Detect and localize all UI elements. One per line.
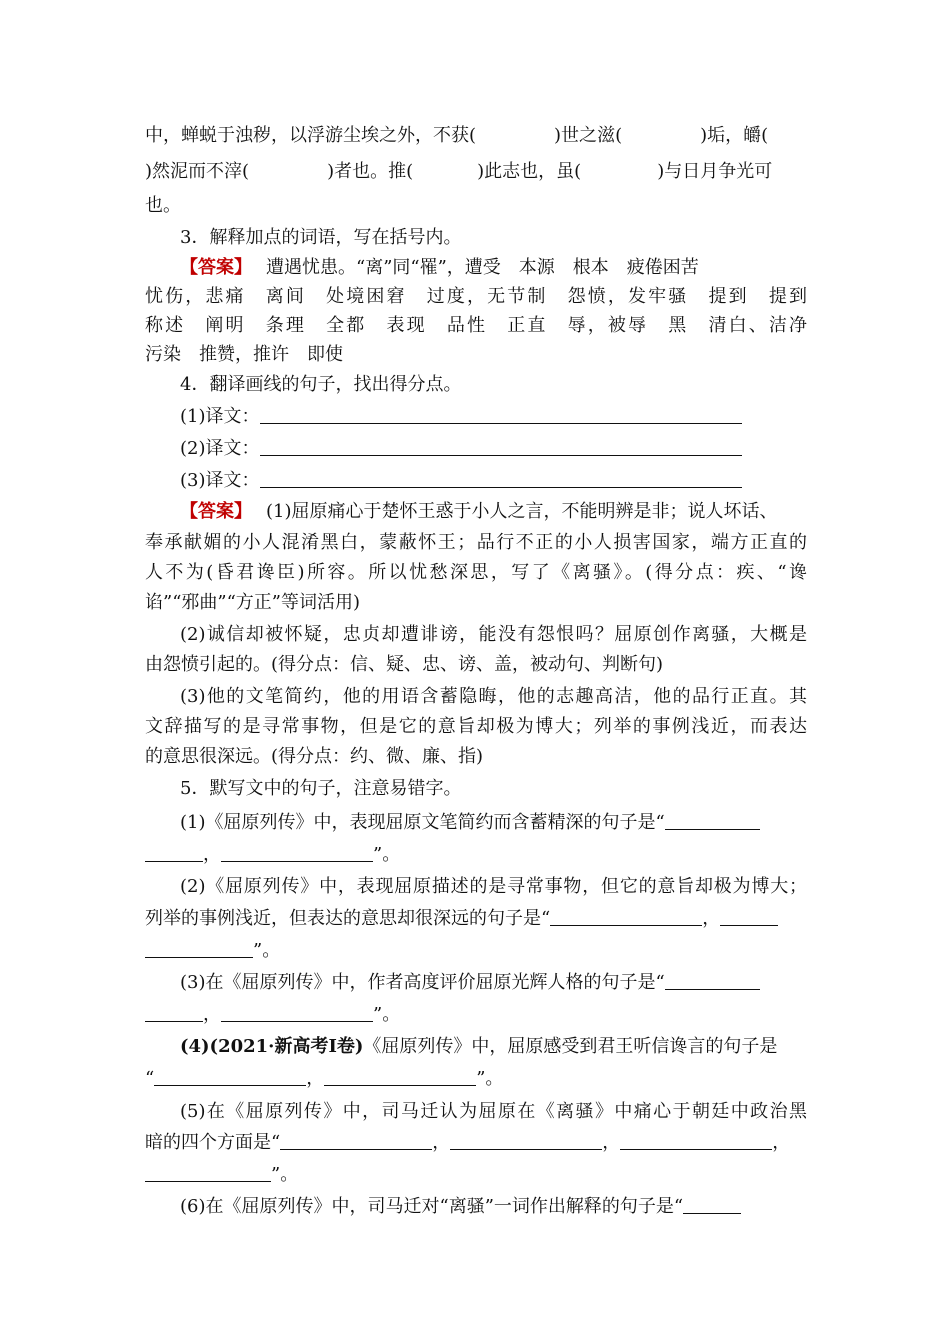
answer-blank[interactable] bbox=[154, 1067, 306, 1086]
answer-blank[interactable] bbox=[260, 469, 742, 488]
q5-item-2-line-2: 列举的事例浅近，但表达的意思却很深远的句子是“ ， bbox=[145, 907, 807, 931]
dotted-char: 皭 bbox=[743, 125, 762, 146]
q4-answer-3-line-2: 文辞描写的是寻常事物，但是它的意旨却极为博大；列举的事例浅近，而表达 bbox=[145, 716, 807, 737]
q5-item-5-line-1: (5)在《屈原列传》中，司马迁认为屈原在《离骚》中痛心于朝廷中政治黑 bbox=[180, 1101, 807, 1122]
q4-translation-3: (3)译文： bbox=[180, 469, 807, 493]
answer-blank[interactable] bbox=[720, 907, 778, 926]
answer-blank[interactable] bbox=[324, 1067, 476, 1086]
dotted-char: 滋 bbox=[597, 125, 616, 146]
q5-item-1-line-1: (1)《屈原列传》中，表现屈原文笔简约而含蓄精深的句子是“ bbox=[180, 811, 807, 835]
answer-blank[interactable] bbox=[665, 811, 760, 830]
q4-answer-3-line-3: 的意思很深远。(得分点：约、微、廉、指) bbox=[145, 746, 484, 767]
passage-line-1: 中，蝉蜕于浊秽，以浮游尘埃之外，不获( )世之滋( )垢，皭( bbox=[145, 125, 769, 146]
dotted-char: 滓 bbox=[224, 161, 243, 182]
q4-answer-line-3: 人不为(昏君谗臣)所容。所以忧愁深思，写了《离骚》。(得分点：疾、“谗 bbox=[145, 562, 807, 583]
passage-line-2: )然泥而不滓( )者也。推( )此志也，虽( )与日月争光可 bbox=[145, 161, 773, 182]
answer-blank[interactable] bbox=[450, 1131, 602, 1150]
answer-blank[interactable] bbox=[221, 1003, 373, 1022]
answer-blank[interactable] bbox=[620, 1131, 772, 1150]
answer-blank[interactable] bbox=[280, 1131, 432, 1150]
q3-answer-line-4: 污染 推赞，推许 即使 bbox=[145, 344, 343, 365]
q4-answer-line-2: 奉承献媚的小人混淆黑白，蒙蔽怀王；品行不正的小人损害国家，端方正直的 bbox=[145, 532, 807, 553]
answer-blank[interactable] bbox=[665, 971, 760, 990]
q4-answer-line-1: 【答案】 (1)屈原痛心于楚怀王惑于小人之言，不能明辨是非；说人坏话、 bbox=[180, 501, 778, 522]
q5-item-5-line-2: 暗的四个方面是“ ， ， ， bbox=[145, 1132, 791, 1153]
q3-title: 3．解释加点的词语，写在括号内。 bbox=[180, 227, 462, 248]
answer-blank[interactable] bbox=[145, 843, 203, 862]
q4-answer-2-line-1: (2)诚信却被怀疑，忠贞却遭诽谤，能没有怨恨吗？屈原创作离骚，大概是 bbox=[180, 624, 807, 645]
answer-blank[interactable] bbox=[145, 939, 253, 958]
answer-blank[interactable] bbox=[260, 405, 742, 424]
q5-item-2-line-1: (2)《屈原列传》中，表现屈原描述的是寻常事物，但它的意旨却极为博大； bbox=[180, 876, 807, 897]
answer-blank[interactable] bbox=[260, 437, 742, 456]
dotted-char: 推 bbox=[388, 161, 407, 182]
answer-blank[interactable] bbox=[145, 1003, 203, 1022]
q5-item-3-line-1: (3)在《屈原列传》中，作者高度评价屈原光辉人格的句子是“ bbox=[180, 971, 807, 995]
answer-blank[interactable] bbox=[683, 1195, 741, 1214]
q4-answer-3-line-1: (3)他的文笔简约，他的用语含蓄隐晦，他的志趣高洁，他的品行正直。其 bbox=[180, 686, 807, 707]
q5-item-3-line-2: ， ”。 bbox=[145, 1003, 807, 1027]
q3-answer-line-1: 【答案】 遭遇忧患。“离”同“罹”，遭受 本源 根本 疲倦困苦 bbox=[180, 257, 699, 278]
q3-answer-line-3: 称述 阐明 条理 全都 表现 品性 正直 辱，被辱 黑 清白、洁净 bbox=[145, 315, 807, 336]
q5-title: 5．默写文中的句子，注意易错字。 bbox=[180, 778, 462, 799]
q4-title: 4．翻译画线的句子，找出得分点。 bbox=[180, 374, 462, 395]
passage-line-3: 也。 bbox=[145, 195, 181, 216]
q5-item-2-line-3: ”。 bbox=[145, 939, 807, 963]
q5-item-5-line-3: ”。 bbox=[145, 1163, 807, 1187]
q3-answer-line-2: 忧伤，悲痛 离间 处境困窘 过度，无节制 怨愤，发牢骚 提到 提到 bbox=[145, 286, 807, 307]
q4-translation-2: (2)译文： bbox=[180, 437, 807, 461]
dotted-char: 虽 bbox=[556, 161, 575, 182]
q5-item-4-line-2: “ ， ”。 bbox=[145, 1068, 504, 1089]
q4-translation-1: (1)译文： bbox=[180, 405, 807, 429]
dotted-char: 获 bbox=[451, 125, 469, 146]
answer-label: 【答案】 bbox=[180, 257, 252, 278]
q4-answer-2-line-2: 由怨愤引起的。(得分点：信、疑、忠、谤、盖，被动句、判断句) bbox=[145, 654, 664, 675]
q5-item-1-line-2: ， ”。 bbox=[145, 843, 807, 867]
answer-label: 【答案】 bbox=[180, 501, 252, 522]
q5-item-4-line-1: (4)(2021·新高考Ⅰ卷)《屈原列传》中，屈原感受到君王听信谗言的句子是 bbox=[180, 1036, 778, 1057]
answer-blank[interactable] bbox=[221, 843, 373, 862]
answer-blank[interactable] bbox=[550, 907, 702, 926]
q5-item-6-line-1: (6)在《屈原列传》中，司马迁对“离骚”一词作出解释的句子是“ bbox=[180, 1195, 807, 1219]
answer-blank[interactable] bbox=[145, 1163, 271, 1182]
q4-answer-line-4: 谄”“邪曲”“方正”等词活用) bbox=[145, 592, 361, 613]
